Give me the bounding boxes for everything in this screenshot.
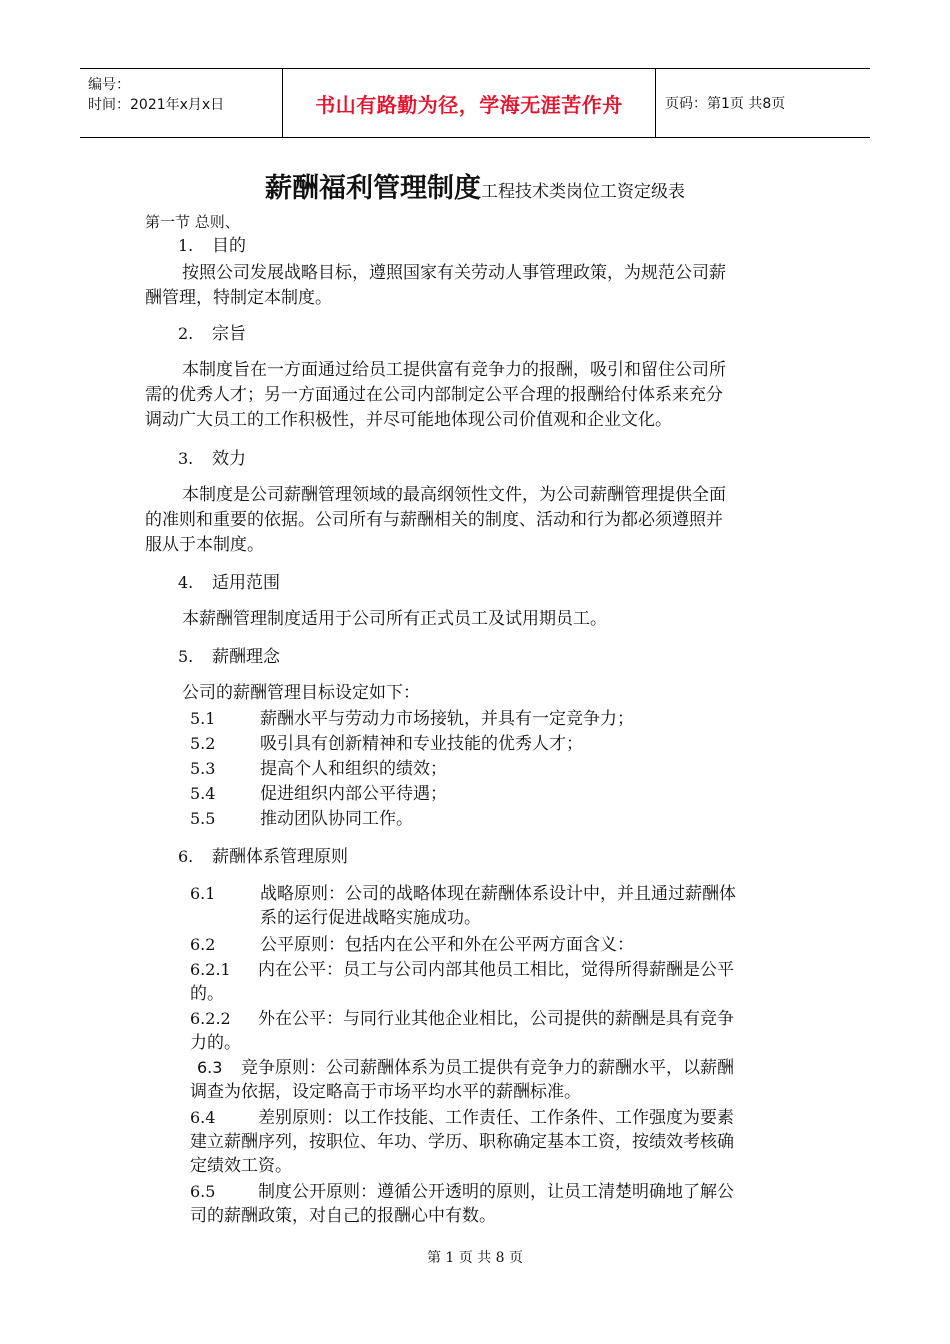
list-number: 5.2 xyxy=(190,734,216,753)
item-title: 薪酬体系管理原则 xyxy=(212,847,348,867)
list-number: 5.5 xyxy=(190,809,216,828)
list-number: 6.5 xyxy=(190,1182,216,1201)
paragraph-line: 制度公开原则：遵循公开透明的原则，让员工清楚明确地了解公 xyxy=(258,1182,734,1202)
paragraph-line: 按照公司发展战略目标，遵照国家有关劳动人事管理政策，为规范公司薪 xyxy=(182,263,726,283)
paragraph-line: 战略原则：公司的战略体现在薪酬体系设计中，并且通过薪酬体 xyxy=(260,884,736,904)
list-item: 吸引具有创新精神和专业技能的优秀人才； xyxy=(260,734,583,754)
paragraph-line: 力的。 xyxy=(190,1033,241,1053)
item-title: 效力 xyxy=(212,449,246,469)
section-heading: 第一节 总则、 xyxy=(145,213,240,231)
motto-text: 书山有路勤为径，学海无涯苦作舟 xyxy=(315,92,623,117)
item-title: 目的 xyxy=(212,236,246,256)
list-number: 5.4 xyxy=(190,784,216,803)
item-number: 2. xyxy=(178,324,194,343)
header-table xyxy=(80,68,870,138)
list-number: 6.3 xyxy=(197,1058,223,1077)
paragraph-line: 调动广大员工的工作积极性，并尽可能地体现公司价值观和企业文化。 xyxy=(145,410,672,430)
paragraph-line: 系的运行促进战略实施成功。 xyxy=(260,908,481,928)
item-title: 薪酬理念 xyxy=(212,647,280,667)
list-number: 5.1 xyxy=(190,709,216,728)
paragraph-line: 建立薪酬序列，按职位、年功、学历、职称确定基本工资，按绩效考核确 xyxy=(190,1132,734,1152)
paragraph-line: 公平原则：包括内在公平和外在公平两方面含义： xyxy=(260,935,634,955)
item-title: 适用范围 xyxy=(212,573,280,593)
header-info-cell xyxy=(80,69,282,137)
item-number: 6. xyxy=(178,847,194,866)
header-motto-cell xyxy=(282,69,656,137)
item-number: 4. xyxy=(178,573,194,592)
paragraph-line: 竞争原则：公司薪酬体系为员工提供有竞争力的薪酬水平，以薪酬 xyxy=(241,1058,734,1078)
paragraph-line: 本薪酬管理制度适用于公司所有正式员工及试用期员工。 xyxy=(182,609,607,629)
paragraph-line: 外在公平：与同行业其他企业相比，公司提供的薪酬是具有竞争 xyxy=(258,1009,734,1029)
list-number: 6.2.2 xyxy=(190,1009,231,1028)
page-footer: 第 1 页 共 8 页 xyxy=(426,1250,524,1266)
page-title xyxy=(0,166,950,205)
item-number: 3. xyxy=(178,449,194,468)
paragraph-line: 本制度旨在一方面通过给员工提供富有竞争力的报酬，吸引和留住公司所 xyxy=(182,360,726,380)
paragraph-line: 调查为依据，设定略高于市场平均水平的薪酬标准。 xyxy=(190,1082,581,1102)
paragraph-line: 差别原则：以工作技能、工作责任、工作条件、工作强度为要素 xyxy=(258,1108,734,1128)
item-number: 1. xyxy=(178,236,194,255)
list-item: 薪酬水平与劳动力市场接轨，并具有一定竞争力； xyxy=(260,709,634,729)
title-main: 薪酬福利管理制度 xyxy=(265,173,481,204)
doc-time-label: 时间：2021年x月x日 xyxy=(88,97,225,113)
paragraph-line: 司的薪酬政策，对自己的报酬心中有数。 xyxy=(190,1206,496,1226)
paragraph-line: 定绩效工资。 xyxy=(190,1156,292,1176)
list-number: 5.3 xyxy=(190,759,216,778)
doc-number-label: 编号： xyxy=(88,77,130,93)
list-number: 6.2.1 xyxy=(190,960,231,979)
page-indicator: 页码：第1页 共8页 xyxy=(665,96,786,112)
paragraph-line: 公司的薪酬管理目标设定如下： xyxy=(182,683,420,703)
list-item: 促进组织内部公平待遇； xyxy=(260,784,447,804)
item-title: 宗旨 xyxy=(212,324,246,344)
title-sub: 工程技术类岗位工资定级表 xyxy=(481,182,685,202)
paragraph-line: 内在公平：员工与公司内部其他员工相比，觉得所得薪酬是公平 xyxy=(258,960,734,980)
header-page-cell xyxy=(655,69,870,137)
item-number: 5. xyxy=(178,647,194,666)
list-item: 推动团队协同工作。 xyxy=(260,809,413,829)
list-number: 6.4 xyxy=(190,1108,216,1127)
paragraph-line: 酬管理，特制定本制度。 xyxy=(145,288,332,308)
list-item: 提高个人和组织的绩效； xyxy=(260,759,447,779)
list-number: 6.2 xyxy=(190,935,216,954)
list-number: 6.1 xyxy=(190,884,216,903)
paragraph-line: 的准则和重要的依据。公司所有与薪酬相关的制度、活动和行为都必须遵照并 xyxy=(145,510,723,530)
paragraph-line: 需的优秀人才；另一方面通过在公司内部制定公平合理的报酬给付体系来充分 xyxy=(145,385,723,405)
paragraph-line: 本制度是公司薪酬管理领域的最高纲领性文件，为公司薪酬管理提供全面 xyxy=(182,485,726,505)
paragraph-line: 服从于本制度。 xyxy=(145,535,264,555)
paragraph-line: 的。 xyxy=(190,984,224,1004)
